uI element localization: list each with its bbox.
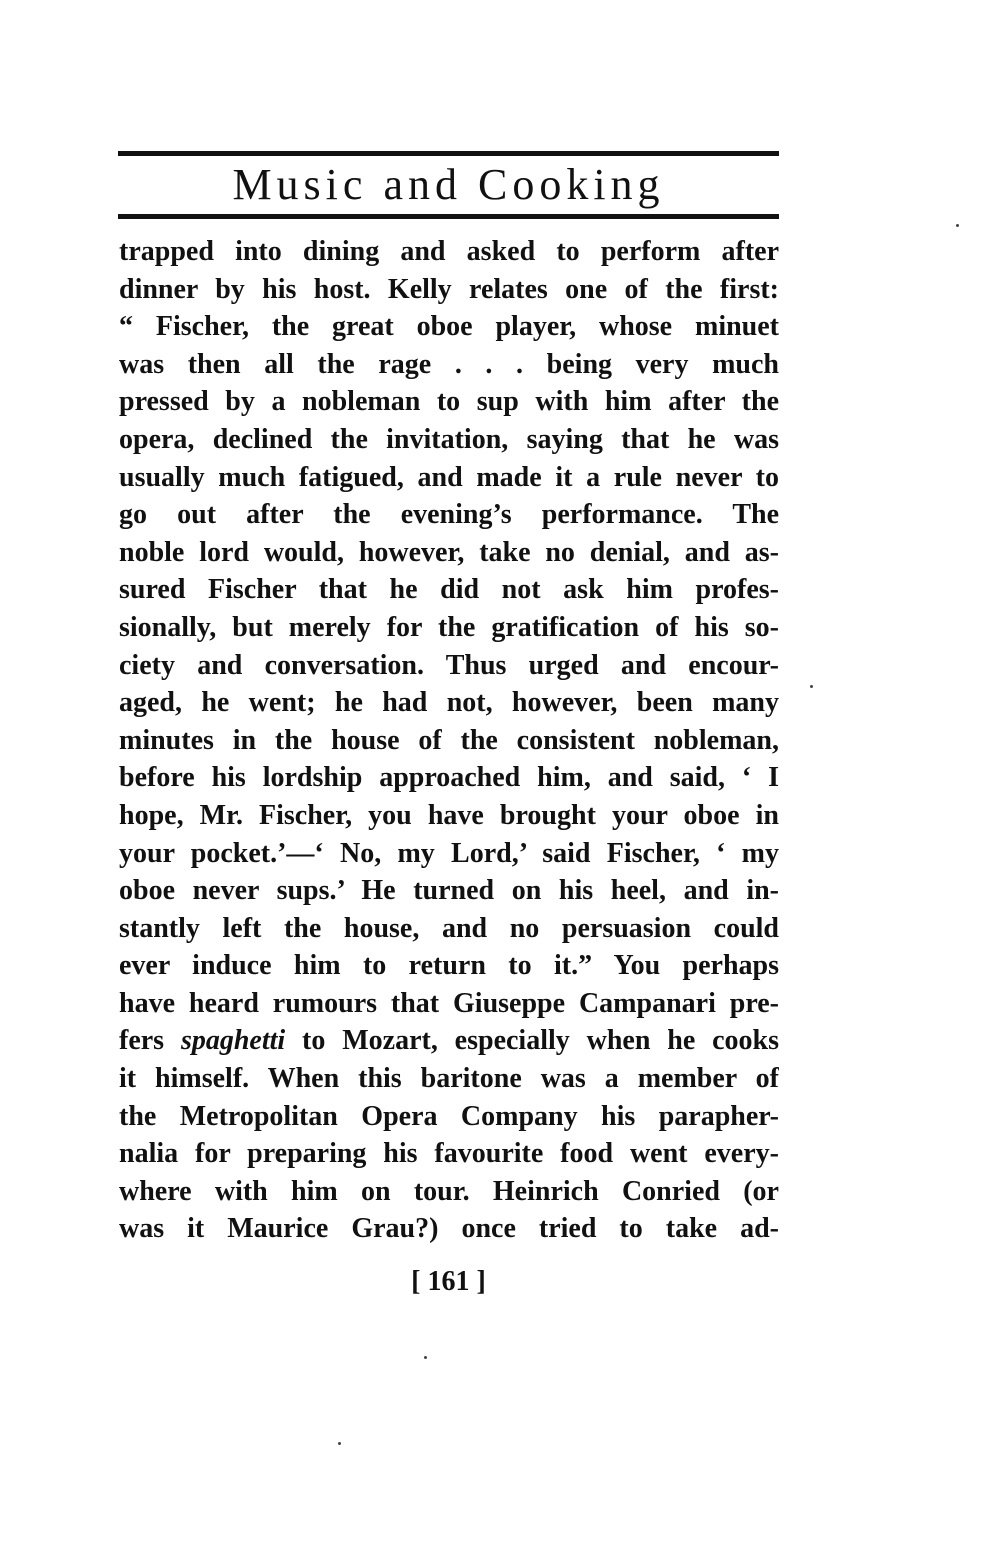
text-line: “ Fischer, the great oboe player, whose minuet [119,311,779,343]
header-rule-bottom [118,214,779,219]
line-rest: to Mozart, especially when he cooks [302,1025,779,1057]
text-line: pressed by a nobleman to sup with him after the [119,386,779,418]
scan-speck [956,224,959,227]
text-line: your pocket.’—‘ No, my Lord,’ said Fischer, ‘ my [119,837,779,869]
text-line: the Metropolitan Opera Company his parapher- [119,1100,779,1132]
text-line: ever induce him to return to it.” You perhaps [119,950,779,982]
text-line: sured Fischer that he did not ask him profes- [119,574,779,606]
body-text [119,233,779,1248]
scan-speck [338,1442,341,1445]
line-prefix: fers [119,1025,165,1057]
text-line: have heard rumours that Giuseppe Campanari pre- [119,987,779,1019]
text-line: trapped into dining and asked to perform after [119,236,779,267]
text-line: was then all the rage . . . being very much [119,348,779,380]
text-line: sionally, but merely for the gratification of his so- [119,611,779,643]
text-line: minutes in the house of the consistent nobleman, [119,724,779,756]
text-line: hope, Mr. Fischer, you have brought your oboe in [119,799,779,831]
text-line: usually much fatigued, and made it a rule never to [119,461,779,493]
text-line: nalia for preparing his favourite food went every- [119,1138,779,1170]
text-line: stantly left the house, and no persuasion could [119,912,779,944]
text-line: where with him on tour. Heinrich Conried (or [119,1175,779,1207]
italic-word: spaghetti [180,1025,286,1057]
text-line: noble lord would, however, take no denial, and as- [119,536,779,568]
page-number [0,1262,1007,1302]
text-line: ciety and conversation. Thus urged and encour- [119,649,779,681]
text-line: was it Maurice Grau?) once tried to take ad- [119,1213,779,1245]
text-line: before his lordship approached him, and said, ‘ I [119,762,779,794]
scan-speck [424,1356,427,1359]
text-line: dinner by his host. Kelly relates one of the first: [119,273,779,305]
text-line: opera, declined the invitation, saying that he was [119,423,779,455]
header-rule-top [118,151,779,156]
scan-speck [810,685,813,688]
text-line: it himself. When this baritone was a member of [119,1063,779,1095]
running-head: Music and Cooking [232,160,665,209]
text-line-with-italic [119,1022,779,1060]
text-line: go out after the evening’s performance. The [119,499,779,531]
page-number-text: [ 161 ] [411,1266,486,1297]
text-line: aged, he went; he had not, however, been many [119,687,779,719]
text-line: oboe never sups.’ He turned on his heel, and in- [119,875,779,907]
